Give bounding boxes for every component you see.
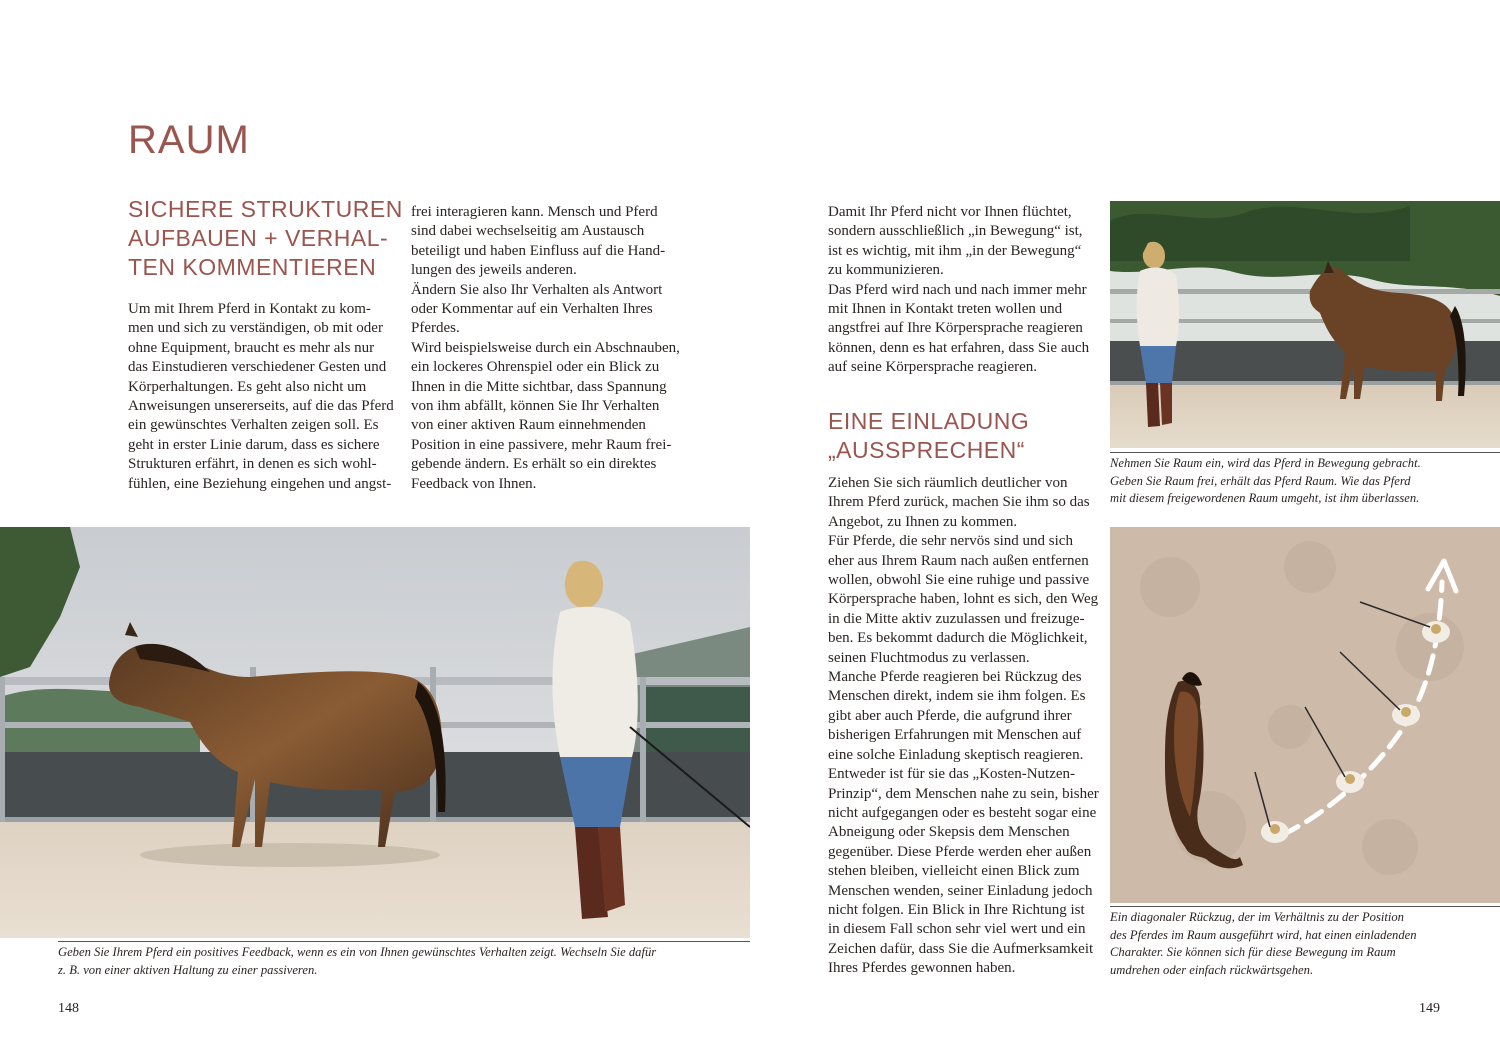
text-line: oder Kommentar auf ein Verhalten Ihres bbox=[411, 301, 653, 318]
heading-line: SICHERE STRUKTUREN bbox=[128, 196, 403, 222]
text-line: geht in erster Linie darum, dass es sichere bbox=[128, 436, 380, 453]
text-line: Ändern Sie also Ihr Verhalten als Antwort bbox=[411, 281, 663, 298]
text-line: Manche Pferde reagieren bei Rückzug des bbox=[828, 669, 1082, 686]
text-line: von ihm abfällt, können Sie Ihr Verhalten bbox=[411, 398, 660, 415]
text-line: sondern ausschließlich „in Bewegung“ ist, bbox=[828, 223, 1083, 240]
text-line: Menschen direkt, indem sie ihm folgen. Es bbox=[828, 688, 1086, 705]
text-line: Um mit Ihrem Pferd in Kontakt zu kom- bbox=[128, 301, 371, 317]
text-line: bisherigen Erfahrungen mit Menschen auf bbox=[828, 727, 1082, 744]
left-column-2-text bbox=[411, 203, 679, 494]
text-line: men und sich zu verständigen, ob mit oder bbox=[128, 320, 383, 337]
text-line: stehen bleiben, vielleicht einen Blick zum bbox=[828, 863, 1080, 880]
text-line: eher aus Ihrem Raum nach außen entfernen bbox=[828, 552, 1089, 569]
text-line: lungen des jeweils anderen. bbox=[411, 262, 577, 279]
text-line: ohne Equipment, braucht es mehr als nur bbox=[128, 339, 375, 356]
text-line: nicht folgen. Ein Blick in Ihre Richtung ist bbox=[828, 901, 1085, 918]
caption-line: Geben Sie Ihrem Pferd ein positives Feedback, wenn es ein von Ihnen gewünschtes Verhalten zeigt. Wechseln Sie dafür bbox=[58, 945, 657, 959]
text-line: auf seine Körpersprache reagieren. bbox=[828, 359, 1038, 376]
section-heading-einladung bbox=[828, 407, 1029, 465]
page-number-left: 148 bbox=[58, 1001, 79, 1016]
right-column-einladung-text bbox=[828, 474, 1099, 979]
text-line: nicht aufgegangen oder es besteht sogar eine bbox=[828, 804, 1097, 821]
photo-horse-standing-trainer bbox=[1110, 201, 1500, 448]
text-line: das Einstudieren verschiedener Gesten und bbox=[128, 359, 387, 376]
text-line: Pferdes. bbox=[411, 320, 460, 337]
text-line: Ihres Pferdes gewonnen haben. bbox=[828, 960, 1016, 977]
text-line: Wird beispielsweise durch ein Abschnauben, bbox=[411, 339, 680, 356]
text-line: Position in eine passivere, mehr Raum frei- bbox=[411, 436, 672, 453]
text-line: können, denn es hat erfahren, dass Sie auch bbox=[828, 339, 1090, 356]
caption-line: z. B. von einer aktiven Haltung zu einer passiveren. bbox=[58, 962, 318, 977]
text-line: Entweder ist für sie das „Kosten-Nutzen- bbox=[828, 766, 1076, 783]
text-line: sind dabei wechselseitig am Austausch bbox=[411, 223, 645, 240]
page-number-right: 149 bbox=[1419, 1001, 1440, 1016]
text-line: ist es wichtig, mit ihm „in der Bewegung“ bbox=[828, 242, 1082, 259]
text-line: ben. Es bekommt dadurch die Möglichkeit, bbox=[828, 630, 1088, 647]
text-line: mit Ihnen in Kontakt treten wollen und bbox=[828, 301, 1063, 318]
text-line: gegenüber. Diese Pferde werden eher außen bbox=[828, 843, 1092, 860]
text-line: Ihrem Pferd zurück, machen Sie ihm so das bbox=[828, 494, 1090, 511]
photo-horse-and-trainer-arena bbox=[0, 527, 750, 938]
left-column-1-text bbox=[128, 300, 394, 494]
caption-rule bbox=[58, 941, 750, 942]
text-line: gibt aber auch Pferde, die aufgrund ihrer bbox=[828, 707, 1072, 724]
text-line: Damit Ihr Pferd nicht vor Ihnen flüchtet, bbox=[828, 204, 1072, 220]
text-line: in die Mitte aktiv zuzulassen und freizuge- bbox=[828, 610, 1085, 627]
text-line: wollen, obwohl Sie eine ruhige und passive bbox=[828, 572, 1090, 589]
heading-line: AUFBAUEN + VERHAL- bbox=[128, 225, 389, 251]
heading-line: „AUSSPRECHEN“ bbox=[828, 437, 1025, 463]
photo-caption-raum-einnehmen bbox=[1110, 455, 1421, 508]
text-line: fühlen, eine Beziehung eingehen und angst- bbox=[128, 475, 392, 492]
chapter-title: RAUM bbox=[128, 118, 250, 162]
text-line: von einer aktiven Raum einnehmenden bbox=[411, 417, 646, 434]
caption-line: Nehmen Sie Raum ein, wird das Pferd in Bewegung gebracht. bbox=[1110, 456, 1421, 470]
text-line: Zeichen dafür, dass Sie die Aufmerksamkeit bbox=[828, 940, 1094, 957]
heading-line: TEN KOMMENTIEREN bbox=[128, 254, 377, 280]
text-line: seinen Fluchtmodus zu verlassen. bbox=[828, 649, 1030, 666]
section-heading-strukturen bbox=[128, 195, 403, 282]
text-line: beteiligt und haben Einfluss auf die Hand- bbox=[411, 242, 666, 259]
caption-line: umdrehen oder einfach rückwärtsgehen. bbox=[1110, 962, 1314, 977]
text-line: Feedback von Ihnen. bbox=[411, 475, 537, 492]
text-line: in diesem Fall schon sehr viel wert und ein bbox=[828, 921, 1086, 938]
heading-line: EINE EINLADUNG bbox=[828, 408, 1030, 434]
photo-caption-feedback bbox=[58, 944, 656, 979]
right-column-intro-text bbox=[828, 203, 1092, 378]
photo-aerial-diagonal-retreat bbox=[1110, 527, 1500, 903]
text-line: Menschen wenden, seiner Einladung jedoch bbox=[828, 882, 1093, 899]
photo-caption-diagonaler-rueckzug bbox=[1110, 909, 1417, 979]
text-line: frei interagieren kann. Mensch und Pferd bbox=[411, 204, 658, 220]
text-line: Abneigung oder Skepsis dem Menschen bbox=[828, 824, 1070, 841]
caption-line: des Pferdes im Raum ausgeführt wird, hat einen einladenden bbox=[1110, 927, 1417, 942]
caption-line: Geben Sie Raum frei, erhält das Pferd Raum. Wie das Pferd bbox=[1110, 473, 1411, 488]
text-line: Ziehen Sie sich räumlich deutlicher von bbox=[828, 475, 1068, 491]
caption-rule bbox=[1110, 906, 1500, 907]
text-line: Das Pferd wird nach und nach immer mehr bbox=[828, 281, 1087, 298]
text-line: eine solche Einladung skeptisch reagieren. bbox=[828, 746, 1084, 763]
text-line: Körperhaltungen. Es geht also nicht um bbox=[128, 378, 367, 395]
text-line: Körpersprache haben, lohnt es sich, den Weg bbox=[828, 591, 1099, 608]
caption-rule bbox=[1110, 452, 1500, 453]
text-line: Strukturen erfährt, in denen es sich wohl- bbox=[128, 456, 377, 473]
text-line: ein lockeres Ohrenspiel oder ein Blick zu bbox=[411, 359, 660, 376]
text-line: gebende ändern. Es erhält so ein direktes bbox=[411, 456, 657, 473]
text-line: Ihnen in die Mitte sichtbar, dass Spannung bbox=[411, 378, 667, 395]
caption-line: Ein diagonaler Rückzug, der im Verhältnis zu der Position bbox=[1110, 910, 1404, 924]
text-line: Für Pferde, die sehr nervös sind und sich bbox=[828, 533, 1073, 550]
text-line: Angebot, zu Ihnen zu kommen. bbox=[828, 513, 1018, 530]
text-line: ein gewünschtes Verhalten zeigen soll. Es bbox=[128, 417, 379, 434]
text-line: Anweisungen unsererseits, auf die das Pferd bbox=[128, 398, 394, 415]
caption-line: Charakter. Sie können sich für diese Bewegung im Raum bbox=[1110, 945, 1396, 959]
text-line: zu kommunizieren. bbox=[828, 262, 944, 279]
text-line: angstfrei auf Ihre Körpersprache reagieren bbox=[828, 320, 1083, 337]
text-line: Prinzip“, dem Menschen nahe zu sein, bisher bbox=[828, 785, 1099, 802]
caption-line: mit diesem freigewordenen Raum umgeht, ist ihm überlassen. bbox=[1110, 491, 1420, 505]
